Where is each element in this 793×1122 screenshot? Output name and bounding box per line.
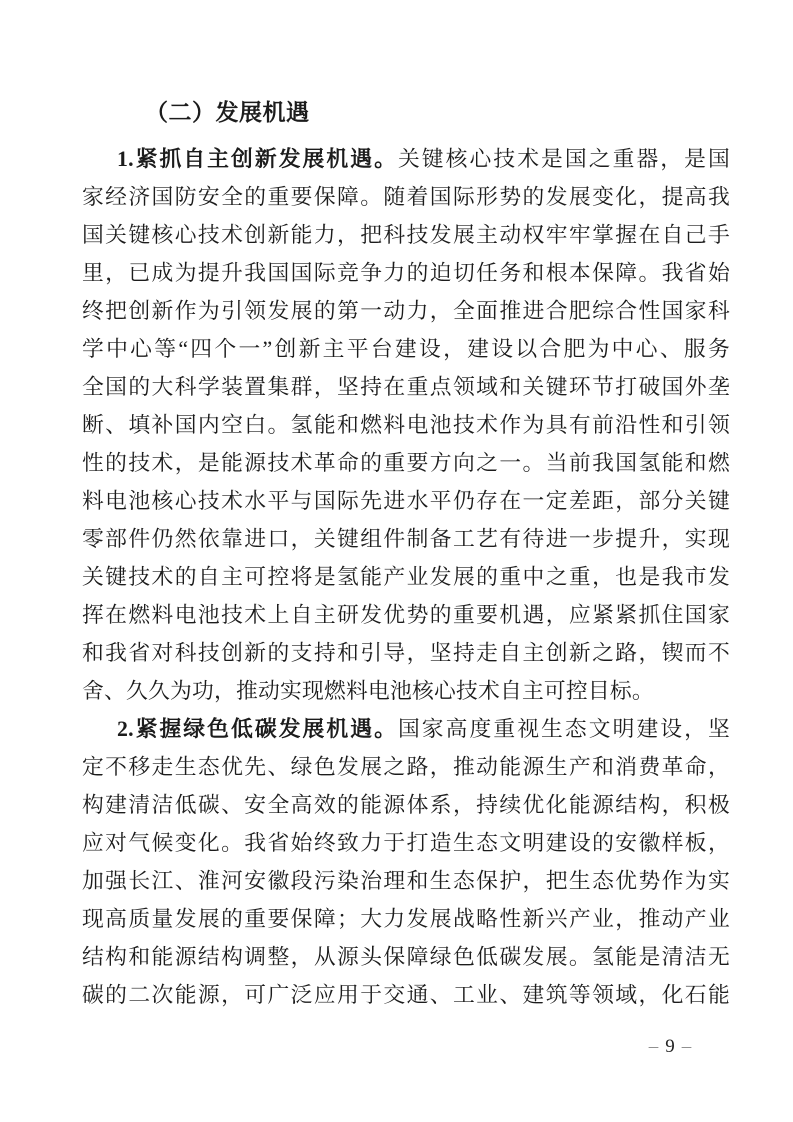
body-line: [82, 140, 730, 178]
body-line: 国关键核心技术创新能力，把科技发展主动权牢牢掌握在自己手: [82, 223, 730, 247]
page-number-right-dash: –: [681, 1036, 692, 1057]
body-line: 里，已成为提升我国国际竞争力的迫切任务和根本保障。我省始: [82, 261, 730, 285]
body-line: [82, 710, 730, 748]
body-line: 关键技术的自主可控将是氢能产业发展的重中之重，也是我市发: [82, 565, 730, 589]
body-line: 全国的大科学装置集群，坚持在重点领域和关键环节打破国外垄: [82, 375, 730, 399]
page-content: [82, 94, 730, 1014]
body-line: 结构和能源结构调整，从源头保障绿色低碳发展。氢能是清洁无: [82, 945, 730, 969]
body-line: 终把创新作为引领发展的第一动力，全面推进合肥综合性国家科: [82, 299, 730, 323]
body-line: 碳的二次能源，可广泛应用于交通、工业、建筑等领域，化石能: [82, 983, 730, 1007]
body-line: 学中心等“四个一”创新主平台建设，建设以合肥为中心、服务: [82, 337, 730, 361]
body-line: 构建清洁低碳、安全高效的能源体系，持续优化能源结构，积极: [82, 793, 730, 817]
body-line: 应对气候变化。我省始终致力于打造生态文明建设的安徽样板，: [82, 831, 730, 855]
body-line: 舍、久久为功，推动实现燃料电池核心技术自主可控目标。: [82, 679, 654, 703]
body-line: 现高质量发展的重要保障；大力发展战略性新兴产业，推动产业: [82, 907, 730, 931]
body-line: 加强长江、淮河安徽段污染治理和生态保护，把生态优势作为实: [82, 869, 730, 893]
page-number-value: 9: [665, 1036, 675, 1057]
page-number: [600, 1034, 740, 1060]
paragraph-2-lead: 2.紧握绿色低碳发展机遇。: [117, 717, 398, 741]
body-line: 和我省对科技创新的支持和引导，坚持走自主创新之路，锲而不: [82, 641, 730, 665]
page-number-left-dash: –: [648, 1036, 659, 1057]
body-line: 挥在燃料电池技术上自主研发优势的重要机遇，应紧紧抓住国家: [82, 603, 730, 627]
body-line: 零部件仍然依靠进口，关键组件制备工艺有待进一步提升，实现: [82, 527, 730, 551]
body-line: 料电池核心技术水平与国际先进水平仍存在一定差距，部分关键: [82, 489, 730, 513]
body-text: 关键核心技术是国之重器，是国: [397, 147, 730, 171]
body-text: 国家高度重视生态文明建设，坚: [397, 717, 730, 741]
paragraph-1-lead: 1.紧抓自主创新发展机遇。: [117, 147, 398, 171]
body-line: 断、填补国内空白。氢能和燃料电池技术作为具有前沿性和引领: [82, 413, 730, 437]
body-line: 家经济国防安全的重要保障。随着国际形势的发展变化，提高我: [82, 185, 730, 209]
body-line: 定不移走生态优先、绿色发展之路，推动能源生产和消费革命，: [82, 755, 730, 779]
body-line: 性的技术，是能源技术革命的重要方向之一。当前我国氢能和燃: [82, 451, 730, 475]
section-heading: （二）发展机遇: [145, 100, 310, 125]
